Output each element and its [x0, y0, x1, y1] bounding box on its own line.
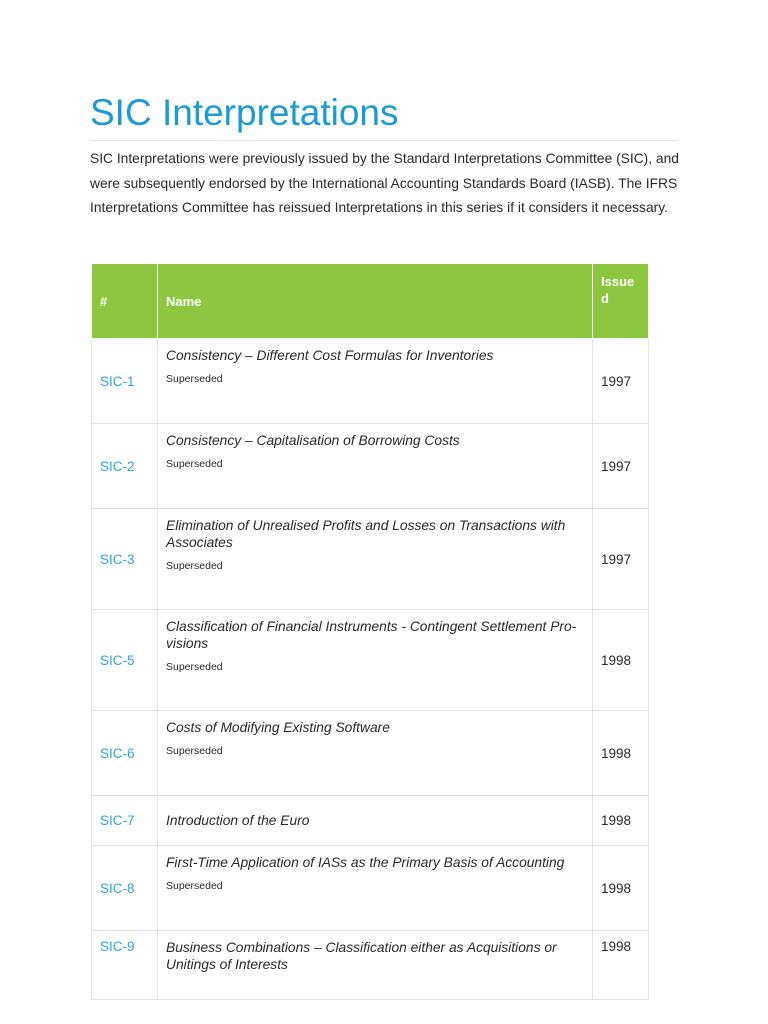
issued-year: 1998	[593, 711, 649, 796]
issued-year: 1998	[593, 610, 649, 711]
interpretation-name: Costs of Modifying Existing Software	[166, 720, 390, 735]
table-row	[92, 846, 649, 931]
status-label: Superseded	[166, 560, 223, 572]
sic-code-link[interactable]: SIC-2	[92, 424, 158, 509]
sic-code-link[interactable]: SIC-7	[92, 796, 158, 846]
interpretation-name: Consistency – Capitalisation of Borrowing Costs	[166, 433, 460, 448]
status-label: Superseded	[166, 745, 223, 757]
intro-paragraph: SIC Interpretations were previously issued by the Standard Interpretations Committee (SIC), and were subsequently endorsed by the International Accounting Standards Board (IASB). The IFRS Interpretations Committee has reissued Interpretations in this series if it considers it necessary.	[90, 151, 679, 215]
header-number: #	[92, 264, 158, 339]
issued-year: 1997	[593, 339, 649, 424]
name-cell	[158, 610, 593, 711]
sic-code-link[interactable]: SIC-8	[92, 846, 158, 931]
status-label: Superseded	[166, 373, 223, 385]
interpretation-name: First-Time Application of IASs as the Primary Basis of Accounting	[166, 855, 565, 870]
status-label: Superseded	[166, 458, 223, 470]
status-label: Superseded	[166, 880, 223, 892]
interpretation-name: Introduction of the Euro	[166, 813, 310, 828]
interpretation-name: Consistency – Different Cost Formulas for Inventories	[166, 348, 494, 363]
table-row	[92, 931, 649, 1000]
issued-year: 1998	[593, 846, 649, 931]
title-divider	[90, 140, 678, 141]
sic-code-link[interactable]: SIC-9	[92, 931, 158, 1000]
table-row	[92, 711, 649, 796]
header-name: Name	[158, 264, 593, 339]
interpretations-table	[91, 263, 649, 1000]
table-row	[92, 610, 649, 711]
header-issued: Issue d	[593, 264, 649, 339]
name-cell	[158, 339, 593, 424]
issued-year: 1998	[593, 796, 649, 846]
status-label: Superseded	[166, 661, 223, 673]
name-cell	[158, 509, 593, 610]
interpretation-name: Business Combinations – Classification either as Acquisitions or Unitings of Interests	[166, 940, 557, 972]
table-header-row	[92, 264, 649, 339]
name-cell	[158, 711, 593, 796]
table-row	[92, 796, 649, 846]
page-title: SIC Interpretations	[90, 92, 399, 133]
sic-code-link[interactable]: SIC-1	[92, 339, 158, 424]
sic-code-link[interactable]: SIC-3	[92, 509, 158, 610]
sic-code-link[interactable]: SIC-6	[92, 711, 158, 796]
sic-code-link[interactable]: SIC-5	[92, 610, 158, 711]
table-row	[92, 339, 649, 424]
name-cell	[158, 846, 593, 931]
issued-year: 1998	[593, 931, 649, 1000]
interpretation-name: Classification of Financial Instruments - Contingent Settlement Pro-visions	[166, 619, 577, 651]
name-cell	[158, 424, 593, 509]
name-cell	[158, 796, 593, 846]
issued-year: 1997	[593, 509, 649, 610]
issued-year: 1997	[593, 424, 649, 509]
table-row	[92, 509, 649, 610]
name-cell	[158, 931, 593, 1000]
interpretation-name: Elimination of Unrealised Profits and Losses on Transactions with Associates	[166, 518, 566, 550]
table-row	[92, 424, 649, 509]
